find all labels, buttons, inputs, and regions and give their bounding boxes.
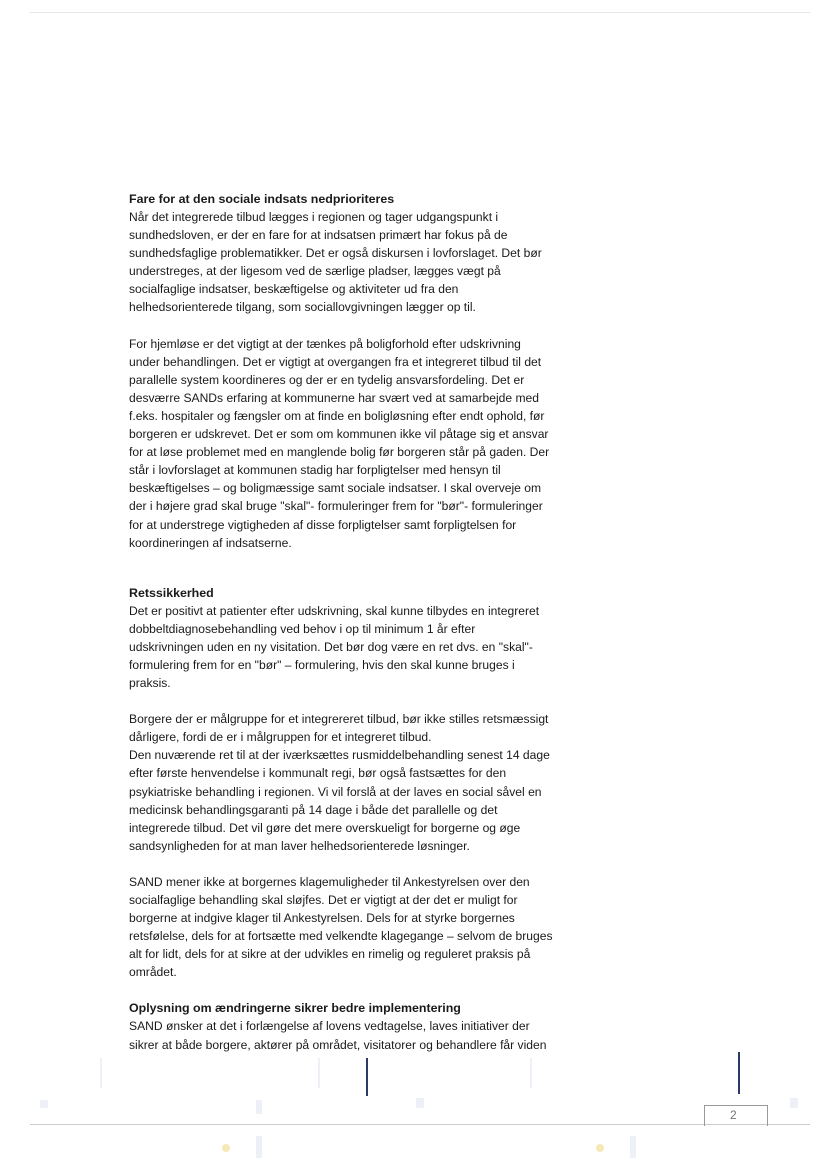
text-line: integrerede tilbud. Det vil gøre det mere overskueligt for borgerne og øge <box>129 820 521 835</box>
scan-artifact <box>256 1136 262 1158</box>
text-line: Når det integrerede tilbud lægges i regionen og tager udgangspunkt i <box>129 210 499 224</box>
text-line: formulering frem for en "bør" – formulering, hvis den skal kunne bruges i <box>129 657 515 672</box>
text-line: under behandlingen. Det er vigtigt at overgangen fra et integreret tilbud til det <box>129 354 542 369</box>
scan-artifact <box>222 1144 230 1152</box>
text-line: dårligere, fordi de er i målgruppen for et integreret tilbud. <box>129 730 432 745</box>
text-line: for at løse problemet med en manglende bolig før borgeren står på gaden. Der <box>129 445 550 460</box>
text-line: sundhedsloven, er der en fare for at indsatsen primært har fokus på de <box>129 228 508 243</box>
text-line: For hjemløse er det vigtigt at der tænkes på boligforhold efter udskrivning <box>129 336 521 351</box>
scan-artifact <box>530 1058 532 1088</box>
scan-artifact <box>630 1136 636 1158</box>
scan-artifact <box>100 1058 102 1088</box>
text-line: praksis. <box>129 676 171 691</box>
text-line: sandsynligheden for at man laver helhedsorienterede løsninger. <box>129 838 470 853</box>
scan-artifact <box>318 1058 320 1088</box>
text-line: helhedsorienterede tilgang, som sociallovgivningen lægger op til. <box>129 300 476 315</box>
paragraph <box>129 873 577 982</box>
top-rule <box>30 12 810 13</box>
text-line: socialfaglige behandling skal sløjfes. Det er vigtigt at der det er muligt for <box>129 893 518 907</box>
text-line: der i højere grad skal bruge "skal"- formuleringer frem for "bør"- formuleringer <box>129 499 543 514</box>
footer-rule <box>30 1124 810 1125</box>
text-line: psykiatriske behandling i regionen. Vi vil forslå at der laves en social såvel en <box>129 784 542 799</box>
text-line: for at understrege vigtigheden af disse forpligtelser samt forpligtelsen for <box>129 517 517 532</box>
text-line: borgerne at indgive klager til Ankestyrelsen. Dels for at styrke borgernes <box>129 911 515 926</box>
text-line: retsfølelse, dels for at fortsætte med velkendte klagegange – selvom de bruges <box>129 929 553 944</box>
text-line: parallelle system koordineres og der er en tydelig ansvarsfordeling. Det er <box>129 372 525 387</box>
scan-mark <box>738 1052 740 1094</box>
text-line: alt for lidt, dels for at sikre at der udvikles en rimelig og reguleret praksis på <box>129 947 531 962</box>
text-line: understreges, at der ligesom ved de særlige pladser, lægges vægt på <box>129 264 501 279</box>
text-line: sikrer at både borgere, aktører på området, visitatorer og behandlere får viden <box>129 1037 547 1052</box>
scan-artifact <box>596 1144 604 1152</box>
paragraph <box>129 335 577 552</box>
scan-artifact <box>416 1098 424 1108</box>
text-line: efter første henvendelse i kommunalt regi, bør også fastsættes for den <box>129 766 507 781</box>
section-heading: Oplysning om ændringerne sikrer bedre implementering <box>129 1001 461 1016</box>
scan-artifact <box>256 1100 262 1114</box>
page-number: 2 <box>730 1108 737 1122</box>
text-line: området. <box>129 965 177 980</box>
text-line: står i lovforslaget at kommunen stadig har forpligtelser med hensyn til <box>129 463 501 478</box>
scan-mark <box>366 1058 368 1096</box>
text-line: udskrivningen uden en ny visitation. Det bør dog være en ret dvs. en "skal"- <box>129 639 533 654</box>
document-body <box>129 190 577 1054</box>
section-heading: Fare for at den sociale indsats nedprioriteres <box>129 192 395 206</box>
text-line: desværre SANDs erfaring at kommunerne har svært ved at samarbejde med <box>129 390 540 405</box>
section-heading: Retssikkerhed <box>129 585 214 600</box>
text-line: beskæftigelses – og boligmæssige samt sociale indsatser. I skal overveje om <box>129 481 542 496</box>
text-line: Det er positivt at patienter efter udskrivning, skal kunne tilbydes en integreret <box>129 603 540 618</box>
text-line: Borgere der er målgruppe for et integrereret tilbud, bør ikke stilles retsmæssigt <box>129 712 549 727</box>
text-line: koordineringen af indsatserne. <box>129 535 292 550</box>
scan-artifact <box>40 1100 48 1108</box>
paragraph <box>129 710 577 855</box>
text-line: socialfaglige indsatser, beskæftigelse og aktiviteter ud fra den <box>129 282 459 297</box>
text-line: sundhedsfaglige problematikker. Det er også diskursen i lovforslaget. Det bør <box>129 246 542 261</box>
text-line: f.eks. hospitaler og fængsler om at finde en boligløsning efter endt ophold, før <box>129 408 545 423</box>
text-line: SAND ønsker at det i forlængelse af lovens vedtagelse, laves initiativer der <box>129 1019 530 1034</box>
text-line: SAND mener ikke at borgernes klagemuligheder til Ankestyrelsen over den <box>129 874 530 889</box>
text-line: medicinsk behandlingsgaranti på 14 dage i både det parallelle og det <box>129 802 498 817</box>
text-line: borgeren er udskrevet. Det er som om kommunen ikke vil påtage sig et ansvar <box>129 427 549 442</box>
paragraph <box>129 602 577 692</box>
text-line: dobbeltdiagnosebehandling ved behov i op til minimum 1 år efter <box>129 621 476 636</box>
paragraph <box>129 208 577 317</box>
text-line: Den nuværende ret til at der iværksættes rusmiddelbehandling senest 14 dage <box>129 748 550 763</box>
scan-artifact <box>790 1098 798 1108</box>
paragraph <box>129 1017 577 1053</box>
